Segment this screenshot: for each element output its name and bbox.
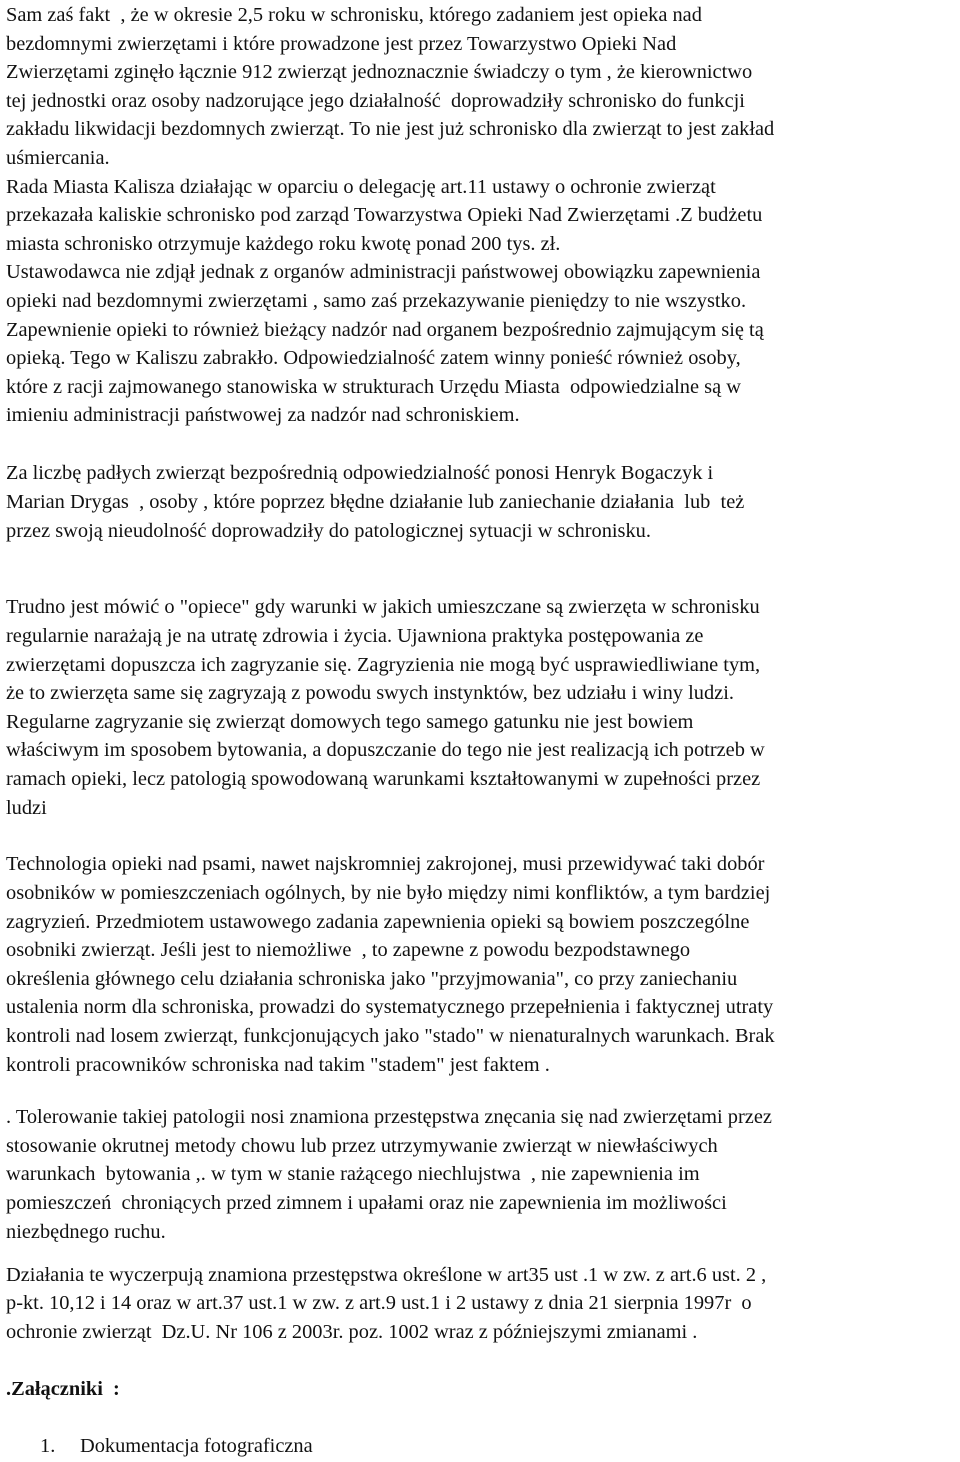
text-line: kontroli pracowników schroniska nad takim "stadem" jest faktem . bbox=[6, 1054, 550, 1076]
text-line: regularnie narażają je na utratę zdrowia i życia. Ujawniona praktyka postępowania ze bbox=[6, 625, 704, 647]
text-line: warunkach bytowania ,. w tym w stanie rażącego niechlujstwa , nie zapewnienia im bbox=[6, 1163, 700, 1185]
text-line: Zwierzętami zginęło łącznie 912 zwierząt jednoznacznie świadczy o tym , że kierownictwo bbox=[6, 61, 753, 83]
text-line: przekazała kaliskie schronisko pod zarząd Towarzystwa Opieki Nad Zwierzętami .Z budżetu bbox=[6, 204, 763, 226]
text-line: stosowanie okrutnej metody chowu lub przez utrzymywanie zwierząt w niewłaściwych bbox=[6, 1135, 718, 1157]
text-line: że to zwierzęta same się zagryzają z powodu swych instynktów, bez udziału i winy ludzi. bbox=[6, 682, 734, 704]
text-line: zwierzętami dopuszcza ich zagryzanie się. Zagryzienia nie mogą być usprawiedliwiane tym, bbox=[6, 654, 761, 676]
text-line: zagryzień. Przedmiotem ustawowego zadania zapewnienia opieki są bowiem poszczególne bbox=[6, 911, 750, 933]
text-line: Ustawodawca nie zdjął jednak z organów administracji państwowej obowiązku zapewnienia bbox=[6, 261, 761, 283]
text-line: zakładu likwidacji bezdomnych zwierząt. To nie jest już schronisko dla zwierząt to jest zakład bbox=[6, 118, 775, 140]
text-line: Marian Drygas , osoby , które poprzez błędne działanie lub zaniechanie działania lub też bbox=[6, 491, 745, 513]
text-line: . Tolerowanie takiej patologii nosi znamiona przestępstwa znęcania się nad zwierzętami przez bbox=[6, 1106, 772, 1128]
attachments-heading: .Załączniki : bbox=[6, 1378, 120, 1400]
text-line: ludzi bbox=[6, 797, 47, 819]
text-line: osobniki zwierząt. Jeśli jest to niemożliwe , to zapewne z powodu bezpodstawnego bbox=[6, 939, 691, 961]
text-line: imieniu administracji państwowej za nadzór nad schroniskiem. bbox=[6, 404, 520, 426]
text-line: Zapewnienie opieki to również bieżący nadzór nad organem bezpośrednio zajmującym się tą bbox=[6, 319, 764, 341]
text-line: Regularne zagryzanie się zwierząt domowych tego samego gatunku nie jest bowiem bbox=[6, 711, 694, 733]
list-item-number: 1. bbox=[40, 1435, 56, 1457]
text-line: określenia głównego celu działania schroniska jako "przyjmowania", co przy zaniechaniu bbox=[6, 968, 738, 990]
text-line: ochronie zwierząt Dz.U. Nr 106 z 2003r. poz. 1002 wraz z późniejszymi zmianami . bbox=[6, 1321, 698, 1343]
text-line: Trudno jest mówić o "opiece" gdy warunki w jakich umieszczane są zwierzęta w schronisku bbox=[6, 596, 760, 618]
text-line: miasta schronisko otrzymuje każdego roku kwotę ponad 200 tys. zł. bbox=[6, 233, 561, 255]
text-line: kontroli nad losem zwierząt, funkcjonujących jako "stado" w nienaturalnych warunkach. Brak bbox=[6, 1025, 775, 1047]
text-line: ustalenia norm dla schroniska, prowadzi do systematycznego przepełnienia i faktycznej utraty bbox=[6, 996, 774, 1018]
text-line: opieki nad bezdomnymi zwierzętami , samo zaś przekazywanie pieniędzy to nie wszystko. bbox=[6, 290, 747, 312]
text-line: właściwym im sposobem bytowania, a dopuszczanie do tego nie jest realizacją ich potrzeb w bbox=[6, 739, 765, 761]
text-line: bezdomnymi zwierzętami i które prowadzone jest przez Towarzystwo Opieki Nad bbox=[6, 33, 677, 55]
text-line: Rada Miasta Kalisza działając w oparciu o delegację art.11 ustawy o ochronie zwierząt bbox=[6, 176, 716, 198]
list-item: Dokumentacja fotograficzna bbox=[80, 1435, 313, 1457]
text-line: osobników w pomieszczeniach ogólnych, by nie było między nimi konfliktów, a tym bardziej bbox=[6, 882, 771, 904]
text-line: uśmiercania. bbox=[6, 147, 110, 169]
text-line: ramach opieki, lecz patologią spowodowaną warunkami kształtowanymi w zupełności przez bbox=[6, 768, 761, 790]
text-line: p-kt. 10,12 i 14 oraz w art.37 ust.1 w zw. z art.9 ust.1 i 2 ustawy z dnia 21 sierpnia 1997r o bbox=[6, 1292, 752, 1314]
text-line: które z racji zajmowanego stanowiska w strukturach Urzędu Miasta odpowiedzialne są w bbox=[6, 376, 741, 398]
text-line: niezbędnego ruchu. bbox=[6, 1221, 166, 1243]
text-line: pomieszczeń chroniących przed zimnem i upałami oraz nie zapewnienia im możliwości bbox=[6, 1192, 727, 1214]
text-line: przez swoją nieudolność doprowadziły do patologicznej sytuacji w schronisku. bbox=[6, 520, 651, 542]
text-line: Działania te wyczerpują znamiona przestępstwa określone w art35 ust .1 w zw. z art.6 ust. 2 , bbox=[6, 1264, 767, 1286]
text-line: Sam zaś fakt , że w okresie 2,5 roku w schronisku, którego zadaniem jest opieka nad bbox=[6, 4, 702, 26]
text-line: Technologia opieki nad psami, nawet najskromniej zakrojonej, musi przewidywać taki dobór bbox=[6, 853, 765, 875]
text-line: Za liczbę padłych zwierząt bezpośrednią odpowiedzialność ponosi Henryk Bogaczyk i bbox=[6, 462, 714, 484]
text-line: tej jednostki oraz osoby nadzorujące jego działalność doprowadziły schronisko do funkcji bbox=[6, 90, 745, 112]
text-line: opieką. Tego w Kaliszu zabrakło. Odpowiedzialność zatem winny ponieść również osoby, bbox=[6, 347, 741, 369]
